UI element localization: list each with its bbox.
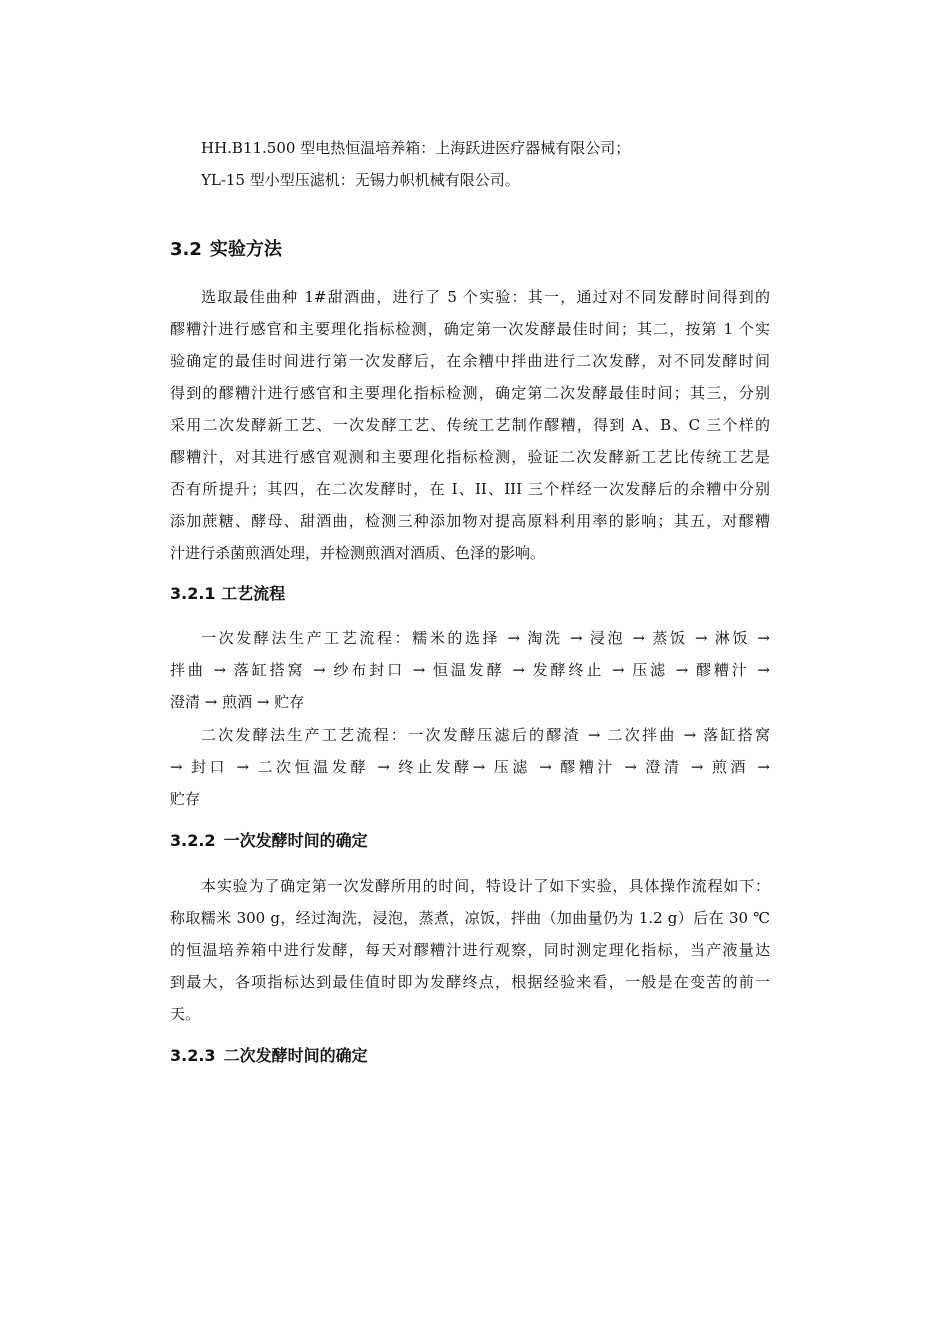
process2-line: → 封口 → 二次恒温发酵 → 终止发酵→ 压滤 → 醪糟汁 → 澄清 → 煎酒 → <box>170 758 770 776</box>
first-fermentation-paragraph-line: 的恒温培养箱中进行发酵，每天对醪糟汁进行观察，同时测定理化指标，当产液量达 <box>170 941 770 959</box>
process1-line: 澄清 → 煎酒 → 贮存 <box>170 693 305 711</box>
section-3-2-2-heading <box>170 830 368 852</box>
section-3-2-number: 3.2 <box>170 239 202 260</box>
section-3-2-heading <box>170 238 282 262</box>
section-3-2-2-number: 3.2.2 <box>170 831 216 850</box>
process1-line: 拌曲 → 落缸搭窝 → 纱布封口 → 恒温发酵 → 发酵终止 → 压滤 → 醪糟汁 → <box>170 661 770 679</box>
process2-line: 贮存 <box>170 790 201 808</box>
method-paragraph-line: 采用二次发酵新工艺、一次发酵工艺、传统工艺制作醪糟，得到 A、B、C 三个样的 <box>170 416 770 434</box>
equipment-line-2: YL-15 型小型压滤机：无锡力帜机械有限公司。 <box>201 171 520 189</box>
section-3-2-2-title: 一次发酵时间的确定 <box>223 831 368 850</box>
method-paragraph-line: 醪糟汁进行感官和主要理化指标检测，确定第一次发酵最佳时间；其二，按第 1 个实 <box>170 320 770 338</box>
first-fermentation-paragraph-line: 本实验为了确定第一次发酵所用的时间，特设计了如下实验，具体操作流程如下： <box>201 877 770 895</box>
process2-line: 二次发酵法生产工艺流程：一次发酵压滤后的醪渣 → 二次拌曲 → 落缸搭窝 <box>201 726 770 744</box>
process1-line: 一次发酵法生产工艺流程：糯米的选择 → 淘洗 → 浸泡 → 蒸饭 → 淋饭 → <box>201 629 770 647</box>
method-paragraph-line: 添加蔗糖、酵母、甜酒曲，检测三种添加物对提高原料利用率的影响；其五，对醪糟 <box>170 512 770 530</box>
method-paragraph-line: 否有所提升；其四，在二次发酵时，在 I、II、III 三个样经一次发酵后的余糟中分别 <box>170 480 770 498</box>
section-3-2-3-heading <box>170 1045 368 1067</box>
first-fermentation-paragraph-line: 称取糯米 300 g，经过淘洗，浸泡，蒸煮，凉饭，拌曲（加曲量仍为 1.2 g）后在 30 ℃ <box>170 909 770 927</box>
method-paragraph-line: 得到的醪糟汁进行感官和主要理化指标检测，确定第二次发酵最佳时间；其三，分别 <box>170 384 770 402</box>
first-fermentation-paragraph-line: 天。 <box>170 1005 201 1023</box>
section-3-2-title: 实验方法 <box>209 239 282 260</box>
method-paragraph-line: 汁进行杀菌煎酒处理，并检测煎酒对酒质、色泽的影响。 <box>170 544 546 562</box>
method-paragraph-line: 验确定的最佳时间进行第一次发酵后，在余糟中拌曲进行二次发酵，对不同发酵时间 <box>170 352 770 370</box>
method-paragraph-line: 醪糟汁，对其进行感官观测和主要理化指标检测，验证二次发酵新工艺比传统工艺是 <box>170 448 770 466</box>
equipment-line-1: HH.B11.500 型电热恒温培养箱：上海跃进医疗器械有限公司； <box>201 139 631 157</box>
section-3-2-3-number: 3.2.3 <box>170 1046 216 1065</box>
section-3-2-3-title: 二次发酵时间的确定 <box>223 1046 368 1065</box>
section-3-2-1-heading: 3.2.1 工艺流程 <box>170 584 286 603</box>
first-fermentation-paragraph-line: 到最大，各项指标达到最佳值时即为发酵终点，根据经验来看，一般是在变苦的前一 <box>170 973 770 991</box>
method-paragraph-line: 选取最佳曲种 1#甜酒曲，进行了 5 个实验：其一，通过对不同发酵时间得到的 <box>201 288 770 306</box>
